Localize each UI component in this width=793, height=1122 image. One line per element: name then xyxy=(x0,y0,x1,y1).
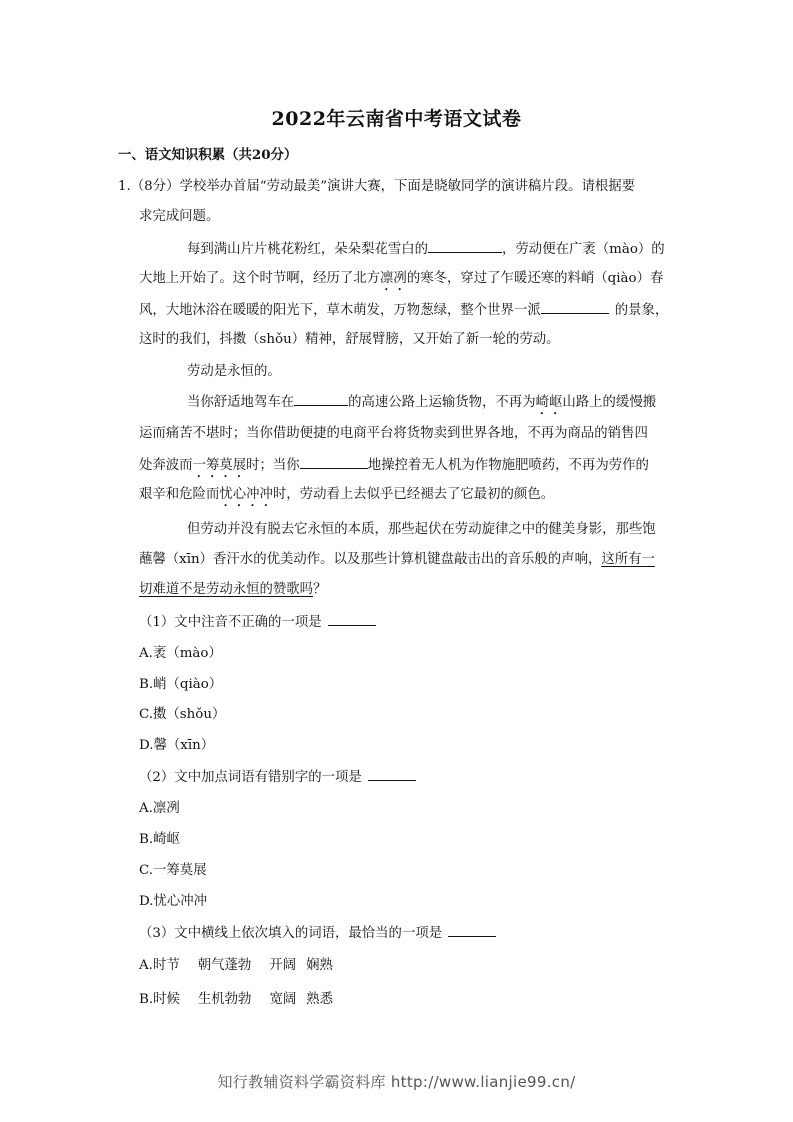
section-heading: 一、语文知识积累（共20分） xyxy=(118,147,298,163)
page-title: 2022年云南省中考语文试卷 xyxy=(271,108,522,130)
passage-p3-line1 xyxy=(187,393,656,418)
sub-question-stem: （3）文中横线上依次填入的词语，最恰当的一项是 xyxy=(139,926,443,941)
passage-p4-line2 xyxy=(139,551,655,569)
passage-p2: 劳动是永恒的。 xyxy=(187,364,281,379)
passage-text: 时；当你 xyxy=(246,458,300,473)
passage-text: 风，大地沐浴在暖暖的阳光下，草木萌发，万物葱绿，整个世界一派 xyxy=(139,303,541,318)
passage-text: ？ xyxy=(313,582,327,597)
passage-text: 的高速公路上运输货物，不再为 xyxy=(348,395,536,410)
underlined-sentence: 切难道不是劳动永恒的赞歌吗 xyxy=(139,582,314,597)
dotted-word: 凛冽 xyxy=(380,271,407,286)
sub-question-3 xyxy=(139,924,496,943)
answer-blank xyxy=(368,768,416,781)
underlined-sentence: 这所有一 xyxy=(601,552,655,567)
passage-text: 山路上的缓慢搬 xyxy=(562,395,657,410)
passage-text: 时，劳动看上去似乎已经褪去了它最初的颜色。 xyxy=(272,487,555,502)
passage-text: 蘸馨（xīn）香汗水的优美动作。以及那些计算机键盘敲击出的音乐般的声响， xyxy=(139,552,602,567)
passage-p3-line3 xyxy=(139,456,649,481)
dotted-word: 忧心冲冲 xyxy=(219,487,273,502)
passage-text: 当你舒适地驾车在 xyxy=(187,395,295,410)
passage-text: 每到满山片片桃花粉红，朵朵梨花雪白的 xyxy=(187,242,429,257)
option-2a: A.凛冽 xyxy=(139,801,180,816)
option-term: 朝气蓬勃 xyxy=(197,958,252,973)
footer-watermark: 知行教辅资料学霸资料库 http://www.lianjie99.cn/ xyxy=(217,1073,576,1091)
passage-text: 处奔波而 xyxy=(139,458,193,473)
passage-text: 地操控着无人机为作物施肥喷药，不再为劳作的 xyxy=(367,458,649,473)
sub-question-stem: （2）文中加点词语有错别字的一项是 xyxy=(139,770,362,785)
passage-text: ，劳动便在广袤（mào）的 xyxy=(502,242,665,257)
answer-blank xyxy=(328,613,376,626)
passage-p1-line3 xyxy=(139,301,668,320)
answer-blank-2 xyxy=(541,301,609,314)
passage-p1-line2 xyxy=(139,270,663,294)
dotted-word: 一筹莫展 xyxy=(192,458,247,473)
option-1c: C.擞（shǒu） xyxy=(139,707,226,722)
option-2c: C.一筹莫展 xyxy=(139,863,207,878)
dotted-word: 崎岖 xyxy=(535,395,563,410)
question-1-stem: 1.（8分）学校举办首届“劳动最美”演讲大赛，下面是晓敏同学的演讲稿片段。请根据要 xyxy=(118,179,636,194)
passage-p4-line3 xyxy=(139,581,326,599)
option-1b: B.峭（qiào） xyxy=(139,677,223,692)
answer-blank-1 xyxy=(428,240,502,253)
sub-question-2 xyxy=(139,768,416,787)
option-1a: A.袤（mào） xyxy=(139,646,222,661)
sub-question-1 xyxy=(139,613,376,632)
passage-text: 大地上开始了。这个时节啊，经历了北方 xyxy=(139,271,381,286)
option-3b xyxy=(139,991,333,1009)
passage-p1-line4: 这时的我们，抖擞（shǒu）精神，舒展臂膀，又开始了新一轮的劳动。 xyxy=(139,332,560,347)
passage-text: 的景象， xyxy=(614,303,669,318)
passage-p1-line1 xyxy=(187,240,665,259)
sub-question-stem: （1）文中注音不正确的一项是 xyxy=(139,615,322,630)
passage-p3-line4 xyxy=(139,486,554,510)
option-term: 开阔 xyxy=(269,958,297,973)
passage-text: 艰辛和危险而 xyxy=(139,487,220,502)
passage-p3-line2: 运而痛苦不堪时；当你借助便捷的电商平台将货物卖到世界各地，不再为商品的销售四 xyxy=(139,426,648,441)
passage-text: 的寒冬，穿过了乍暖还寒的料峭（qiào）春 xyxy=(406,271,664,286)
answer-blank-3 xyxy=(294,393,348,406)
option-term: 熟悉 xyxy=(306,992,334,1007)
option-term: B.时候 xyxy=(139,992,180,1007)
passage-p4-line1: 但劳动并没有脱去它永恒的本质，那些起伏在劳动旋律之中的健美身影，那些饱 xyxy=(187,522,656,537)
answer-blank xyxy=(448,924,496,937)
option-1d: D.馨（xīn） xyxy=(139,738,215,753)
answer-blank-4 xyxy=(300,456,368,469)
option-term: A.时节 xyxy=(139,958,180,973)
option-3a xyxy=(139,957,333,975)
option-2b: B.崎岖 xyxy=(139,832,180,847)
option-term: 娴熟 xyxy=(306,958,333,973)
option-term: 宽阔 xyxy=(269,992,297,1007)
option-2d: D.忧心冲冲 xyxy=(139,894,208,909)
question-1-stem-cont: 求完成问题。 xyxy=(139,209,220,224)
option-term: 生机勃勃 xyxy=(197,992,252,1007)
